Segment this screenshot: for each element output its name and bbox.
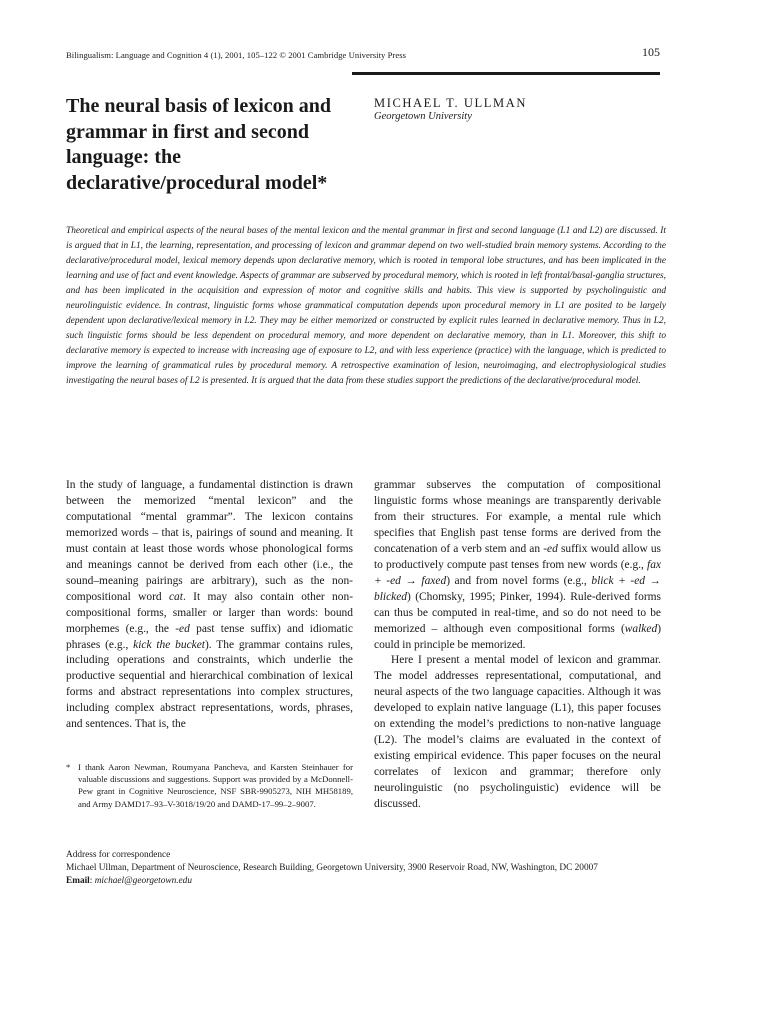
intro-text: ). The grammar contains rules, including operations and constraints, which underlie the productive sequential and hierarchical combination of lexical forms and abstract representations into complex structures, including complex abstract representations, words, phrases, and sentences. That is, the bbox=[66, 638, 354, 731]
page-number: 105 bbox=[642, 45, 660, 59]
model-paragraph: Here I present a mental model of lexicon and grammar. The model addresses representational, computational, and neural aspects of the two language capacities. Although it was developed to explain native language (L1), this paper focuses on extending the model’s predictions to non-native language (L2). The model’s claims are evaluated in the context of existing empirical evidence. This paper focuses on the neural correlates of lexicon and grammar; therefore only neurolinguistic (no psycholinguistic) evidence will be discussed. bbox=[374, 654, 661, 811]
correspondence-heading: Address for correspondence bbox=[66, 850, 171, 860]
footnote-text: I thank Aaron Newman, Roumyana Pancheva, and Karsten Steinhauer for valuable discussions and suggestions. Support was provided by a McDonnell-Pew grant in Cognitive Neuroscience, NSF SBR-9905273, NIH MH58189, and Army DAMD17–93–V-3018/19/20 and DAMD-17–99–2–9007. bbox=[78, 762, 353, 809]
header-rule bbox=[352, 72, 660, 75]
footnote bbox=[66, 761, 353, 810]
example-idiom: kick the bucket bbox=[133, 638, 205, 651]
email-separator: : bbox=[89, 875, 95, 886]
correspondence-block bbox=[66, 849, 646, 887]
body-column-right bbox=[374, 478, 661, 813]
correspondence-email-line bbox=[66, 875, 646, 888]
example-word: walked bbox=[624, 622, 658, 635]
example-word: cat bbox=[168, 590, 183, 603]
intro-text: ) (Chomsky, 1995; Pinker, 1994). Rule-derived forms can thus be computed in real-time, and so do not need to be memorized – although even compositional forms ( bbox=[374, 590, 661, 635]
email-label: Email bbox=[66, 875, 90, 886]
abstract: Theoretical and empirical aspects of the neural bases of the mental lexicon and the mental grammar in first and second language (L1 and L2) are discussed. It is argued that in L1, the learning, representation, and processing of lexicon and grammar depend on two well-studied brain memory systems. According to the declarative/procedural model, lexical memory depends upon declarative memory, which is rooted in temporal lobe structures, and has been implicated in the learning and use of fact and event knowledge. Aspects of grammar are subserved by procedural memory, which is rooted in left frontal/basal-ganglia structures, and has been implicated in the acquisition and expression of motor and cognitive skills and habits. This view is supported by psycholinguistic and neurolinguistic evidence. In contrast, linguistic forms whose grammatical computation depends upon procedural memory in L1 are posited to be largely dependent upon declarative/lexical memory in L2. They may be either memorized or constructed by explicit rules learned in declarative memory. Thus in L2, such linguistic forms should be less dependent on procedural memory, and more dependent on declarative memory, than in L1. Moreover, this shift to declarative memory is expected to increase with increasing age of exposure to L2, and with less experience (practice) with the language, which is predicted to improve the learning of grammatical rules by procedural memory. A retrospective examination of lesion, neuroimaging, and electrophysiological studies investigating the neural bases of L2 is presented. It is argued that the data from these studies support the predictions of the declarative/procedural model. bbox=[66, 226, 666, 387]
author-name: MICHAEL T. ULLMAN bbox=[374, 96, 527, 110]
intro-text: past tense suffix) and idiomatic phrases (e.g., bbox=[66, 622, 353, 651]
intro-text: ) could in principle be memorized. bbox=[374, 622, 661, 651]
example-derivation: blick + -ed → blicked bbox=[374, 574, 661, 603]
intro-paragraph bbox=[66, 478, 353, 733]
footnote-mark: * bbox=[66, 762, 71, 772]
example-suffix: -ed bbox=[175, 622, 190, 635]
intro-text: grammar subserves the computation of compositional linguistic forms whose meanings are transparently derivable from their structures. For example, a mental rule which specifies that English past tense forms are derived from the concatenation of a verb stem and an bbox=[374, 479, 661, 555]
intro-text: ) and from novel forms (e.g., bbox=[446, 574, 592, 587]
example-derivation: fax + -ed → faxed bbox=[374, 558, 661, 587]
intro-text: suffix would allow us to productively compute past tenses from new words (e.g., bbox=[374, 542, 661, 571]
author-affiliation: Georgetown University bbox=[374, 111, 472, 122]
intro-text: In the study of language, a fundamental distinction is drawn between the memorized “mental lexicon” and the computational “mental grammar”. The lexicon contains memorized words – that is, pairings of sound and meaning. It must contain at least those words whose phonological forms and meanings cannot be derived from each other (i.e., the sound–meaning pairings are arbitrary), such as the non-compositional word bbox=[66, 479, 353, 603]
running-head: Bilingualism: Language and Cognition 4 (1), 2001, 105–122 © 2001 Cambridge University Press bbox=[66, 50, 406, 60]
intro-text: . It may also contain other non-compositional forms, smaller or larger than words: bound morphemes (e.g., the bbox=[66, 590, 354, 635]
intro-paragraph-continued bbox=[374, 478, 661, 653]
email-address[interactable]: michael@georgetown.edu bbox=[94, 875, 192, 886]
example-suffix: -ed bbox=[543, 542, 558, 555]
correspondence-address: Michael Ullman, Department of Neuroscience, Research Building, Georgetown University, 3900 Reservoir Road, NW, Washington, DC 20007 bbox=[66, 862, 598, 873]
article-title: The neural basis of lexicon and grammar in first and second language: the declarative/procedural model* bbox=[66, 95, 332, 194]
body-column-left bbox=[66, 478, 353, 733]
